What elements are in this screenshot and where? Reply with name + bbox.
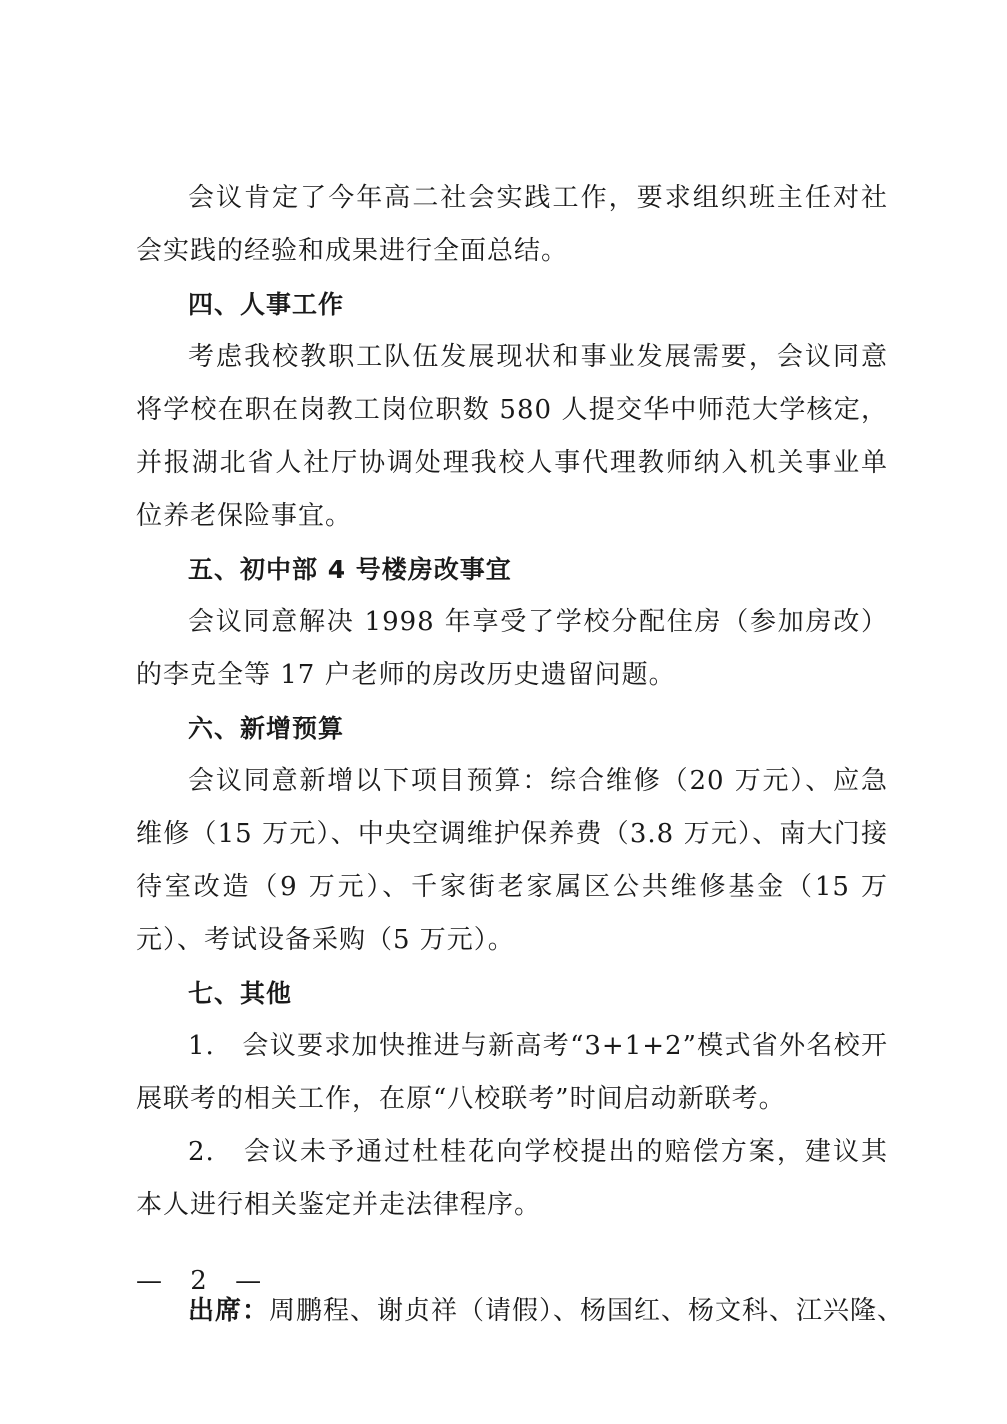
- page-number: — 2 —: [136, 1266, 272, 1296]
- paragraph-new-budget: 会议同意新增以下项目预算：综合维修（20 万元）、应急维修（15 万元）、中央空调维护保养费（3.8 万元）、南大门接待室改造（9 万元）、千家街老家属区公共维修基金（15 万元）、考试设备采购（5 万元）。: [136, 766, 888, 955]
- heading-new-budget: 六、新增预算: [188, 714, 345, 743]
- heading-housing-reform: 五、初中部 4 号楼房改事宜: [188, 555, 512, 584]
- paragraph-personnel: 考虑我校教职工队伍发展现状和事业发展需要，会议同意将学校在职在岗教工岗位职数 580 人提交华中师范大学核定，并报湖北省人社厅协调处理我校人事代理教师纳入机关事业单位养老保险事宜。: [136, 342, 888, 531]
- paragraph-compensation: 2. 会议未予通过杜桂花向学校提出的赔偿方案，建议其本人进行相关鉴定并走法律程序。: [136, 1137, 888, 1220]
- paragraph-practice-summary: 会议肯定了今年高二社会实践工作，要求组织班主任对社会实践的经验和成果进行全面总结。: [136, 183, 888, 266]
- heading-personnel: 四、人事工作: [188, 290, 345, 319]
- paragraph-joint-exam: 1. 会议要求加快推进与新高考“3+1+2”模式省外名校开展联考的相关工作，在原“八校联考”时间启动新联考。: [136, 1031, 888, 1114]
- document-body: [136, 172, 905, 1338]
- attendance-label: 出席：: [188, 1296, 270, 1326]
- attendance-names: 周鹏程、谢贞祥（请假）、杨国红、杨文科、江兴隆、: [269, 1296, 905, 1326]
- heading-other: 七、其他: [188, 979, 293, 1008]
- paragraph-housing-reform: 会议同意解决 1998 年享受了学校分配住房（参加房改）的李克全等 17 户老师的房改历史遗留问题。: [136, 607, 888, 690]
